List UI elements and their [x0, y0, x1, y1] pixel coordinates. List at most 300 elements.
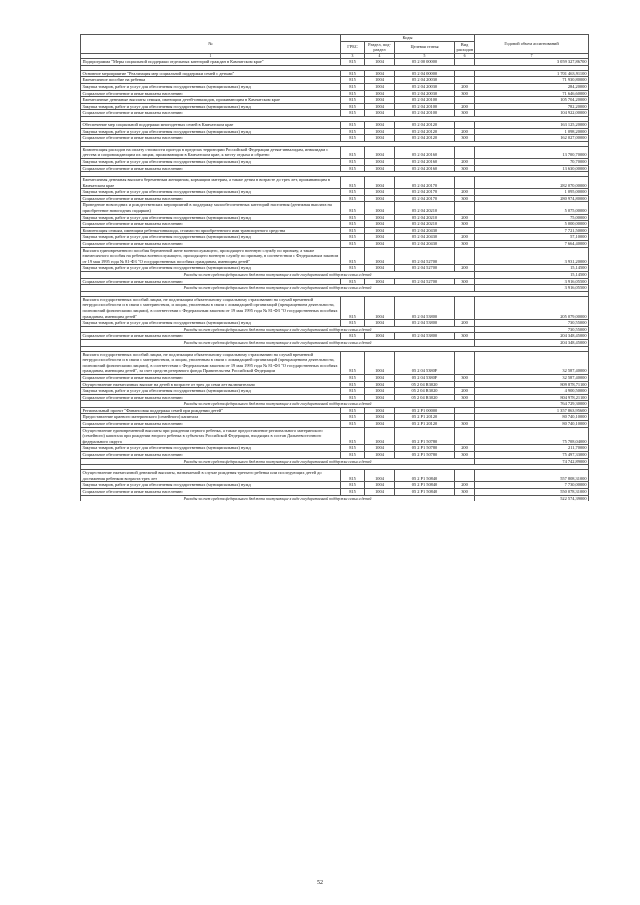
table-row — [81, 189, 589, 196]
index-cell: 3 — [341, 53, 365, 58]
row-amount: 32 587,40000 — [475, 374, 589, 381]
row-name: Проведение новогодних и рождественских мероприятий в поддержку малообеспеченных категорий населения (денежная выплата на приобретение новогодних подарков) — [81, 202, 341, 214]
row-name: Социальное обеспечение и иные выплаты населению — [81, 278, 341, 285]
row-grbs: 815 — [341, 202, 365, 214]
row-amount: 32 587,40000 — [475, 351, 589, 374]
row-expense-type: 300 — [455, 135, 475, 142]
row-expense-type — [455, 177, 475, 189]
row-grbs: 815 — [341, 189, 365, 196]
table-row — [81, 202, 589, 214]
row-grbs: 815 — [341, 265, 365, 272]
table-row — [81, 234, 589, 241]
row-amount: 557 808,31000 — [475, 470, 589, 482]
row-amount: 1 098,20000 — [475, 128, 589, 135]
index-cell: 1 — [81, 53, 341, 58]
row-name: Закупка товаров, работ и услуг для обеспечения государственных (муниципальных) нужд — [81, 103, 341, 110]
row-rzpr: 1004 — [365, 407, 395, 414]
row-rzpr: 1004 — [365, 278, 395, 285]
row-target-article: 05 2 P1 50840 — [395, 489, 455, 496]
budget-rows — [81, 59, 589, 502]
row-expense-type: 300 — [455, 165, 475, 172]
row-name: Социальное обеспечение и иные выплаты населению — [81, 110, 341, 117]
row-expense-type: 200 — [455, 388, 475, 395]
row-grbs: 815 — [341, 351, 365, 374]
table-row — [81, 146, 589, 158]
row-amount: 5 075,00000 — [475, 202, 589, 214]
row-name: Выплата государственных пособий лицам, не подлежащим обязательному социальному страхованию на случай временной нетрудоспособности и в связи с материнством, и лицам, уволенным в связи с ликвидацией организаций (прекращением деятельности, полномочий физическими лицами), в соответствии с Федеральным законом от 19 мая 1995 года № 81-ФЗ "О государственных пособиях гражданам, имеющим детей", за счет средств резервного фонда Правительства Российской Федерации — [81, 351, 341, 374]
row-rzpr: 1004 — [365, 427, 395, 445]
row-target-article: 05 2 04 20160 — [395, 158, 455, 165]
row-rzpr: 1004 — [365, 388, 395, 395]
row-name: Ежемесячные денежные выплаты семьям, имеющим детей-инвалидов, проживающим в Камчатском крае — [81, 97, 341, 104]
row-target-article: 05 2 04 00000 — [395, 70, 455, 77]
row-target-article: 05 2 04 20430 — [395, 241, 455, 248]
row-expense-type: 300 — [455, 394, 475, 401]
row-grbs: 815 — [341, 146, 365, 158]
row-target-article: 05 2 04 20030 — [395, 83, 455, 90]
row-amount: 75,00000 — [475, 214, 589, 221]
row-amount: 13 700,70000 — [475, 146, 589, 158]
row-target-article: 05 2 04 20430 — [395, 227, 455, 234]
row-rzpr: 1004 — [365, 247, 395, 265]
row-rzpr: 1004 — [365, 70, 395, 77]
note-amount: 764 729,30000 — [475, 401, 589, 408]
row-name: Социальное обеспечение и иные выплаты населению — [81, 195, 341, 202]
table-row — [81, 296, 589, 319]
page-number: 52 — [317, 880, 323, 886]
header-vr: Вид расходов — [456, 41, 474, 53]
row-rzpr: 1004 — [365, 59, 395, 66]
row-expense-type: 300 — [455, 374, 475, 381]
row-expense-type: 300 — [455, 90, 475, 97]
table-row — [81, 97, 589, 104]
row-amount: 3 059 327,86700 — [475, 59, 589, 66]
table-row — [81, 407, 589, 414]
row-grbs: 815 — [341, 394, 365, 401]
row-amount: 3 931,20000 — [475, 247, 589, 265]
row-expense-type — [455, 381, 475, 388]
row-target-article: 05 2 P1 50780 — [395, 427, 455, 445]
row-expense-type: 300 — [455, 195, 475, 202]
row-rzpr: 1004 — [365, 214, 395, 221]
table-row — [81, 177, 589, 189]
table-row — [81, 414, 589, 421]
row-target-article: 05 2 04 20170 — [395, 195, 455, 202]
row-target-article: 05 2 04 20100 — [395, 103, 455, 110]
note-text: Расходы за счет средств федерального бюджета поступающие в виде государственной поддержки семьи и детей — [81, 326, 475, 333]
row-expense-type — [455, 427, 475, 445]
federal-funds-note-row — [81, 495, 589, 501]
row-grbs: 815 — [341, 158, 365, 165]
row-name: Социальное обеспечение и иные выплаты населению — [81, 221, 341, 228]
row-name: Социальное обеспечение и иные выплаты населению — [81, 421, 341, 428]
table-row — [81, 351, 589, 374]
row-name: Социальное обеспечение и иные выплаты населению — [81, 90, 341, 97]
row-expense-type: 300 — [455, 421, 475, 428]
table-row — [81, 227, 589, 234]
row-grbs: 815 — [341, 110, 365, 117]
row-target-article: 05 2 04 20170 — [395, 177, 455, 189]
row-rzpr: 1004 — [365, 351, 395, 374]
row-target-article: 05 2 00 00000 — [395, 59, 455, 66]
row-target-article: 05 2 04 20430 — [395, 234, 455, 241]
row-name: Закупка товаров, работ и услуг для обеспечения государственных (муниципальных) нужд — [81, 214, 341, 221]
row-rzpr: 1004 — [365, 227, 395, 234]
row-name: Закупка товаров, работ и услуг для обеспечения государственных (муниципальных) нужд — [81, 445, 341, 452]
row-target-article: 05 2 04 52700 — [395, 278, 455, 285]
row-name: Закупка товаров, работ и услуг для обеспечения государственных (муниципальных) нужд — [81, 482, 341, 489]
row-amount: 1 095,00000 — [475, 189, 589, 196]
row-grbs: 815 — [341, 414, 365, 421]
row-grbs: 815 — [341, 470, 365, 482]
row-rzpr: 1004 — [365, 414, 395, 421]
header-cs: Целевая статья — [395, 41, 455, 53]
row-amount: 5 000,00000 — [475, 221, 589, 228]
row-rzpr: 1004 — [365, 177, 395, 189]
note-amount: 730,55000 — [475, 326, 589, 333]
row-name: Социальное обеспечение и иные выплаты населению — [81, 333, 341, 340]
row-target-article: 05 2 04 20030 — [395, 77, 455, 84]
row-amount: 550 078,31000 — [475, 489, 589, 496]
row-name: Подпрограмма "Меры социальной поддержки отдельных категорий граждан в Камчатском крае" — [81, 59, 341, 66]
row-expense-type — [455, 97, 475, 104]
row-expense-type: 300 — [455, 278, 475, 285]
row-target-article: 05 2 04 53800 — [395, 320, 455, 327]
row-amount: 3 916,05500 — [475, 278, 589, 285]
row-grbs: 815 — [341, 83, 365, 90]
row-grbs: 815 — [341, 177, 365, 189]
row-amount: 70,70000 — [475, 158, 589, 165]
row-expense-type: 300 — [455, 221, 475, 228]
row-rzpr: 1004 — [365, 121, 395, 128]
row-target-article: 05 2 04 20120 — [395, 135, 455, 142]
row-name: Осуществление единовременной выплаты при рождении первого ребенка, а также предоставление регионального материнского (семейного) капитала при рождении второго ребенка в субъектах Российской Федерации, входящих в состав Дальневосточного федерального округа — [81, 427, 341, 445]
row-amount: 804 978,21100 — [475, 394, 589, 401]
row-target-article: 05 2 04 20120 — [395, 121, 455, 128]
table-row — [81, 121, 589, 128]
row-grbs: 815 — [341, 296, 365, 319]
row-grbs: 815 — [341, 227, 365, 234]
table-row — [81, 421, 589, 428]
row-grbs: 815 — [341, 407, 365, 414]
note-amount: 522 574,39000 — [475, 495, 589, 501]
row-expense-type: 200 — [455, 158, 475, 165]
row-amount: 205 079,00000 — [475, 296, 589, 319]
row-rzpr: 1004 — [365, 158, 395, 165]
row-target-article: 05 2 04 52700 — [395, 265, 455, 272]
row-name: Выплата единовременного пособия беременной жене военнослужащего, проходящего военную службу по призыву, а также ежемесячного пособия на ребенка военнослужащего, проходящего военную службу по призыву, в соответствии с Федеральным законом от 19 мая 1995 года № 81-ФЗ "О государственных пособиях гражданам, имеющим детей" — [81, 247, 341, 265]
row-expense-type: 200 — [455, 83, 475, 90]
row-expense-type — [455, 202, 475, 214]
row-amount: 4 900,50000 — [475, 388, 589, 395]
row-target-article: 05 2 04 20210 — [395, 221, 455, 228]
table-row — [81, 165, 589, 172]
row-name: Основное мероприятие "Реализация мер социальной поддержки семей с детьми" — [81, 70, 341, 77]
row-amount: 211,70000 — [475, 445, 589, 452]
row-grbs: 815 — [341, 121, 365, 128]
row-grbs: 815 — [341, 247, 365, 265]
table-row — [81, 221, 589, 228]
row-amount: 730,55000 — [475, 320, 589, 327]
row-name: Социальное обеспечение и иные выплаты населению — [81, 452, 341, 459]
row-name: Закупка товаров, работ и услуг для обеспечения государственных (муниципальных) нужд — [81, 158, 341, 165]
row-amount: 204 348,45000 — [475, 333, 589, 340]
note-text: Расходы за счет средств федерального бюджета поступающие в виде государственной поддержки семьи и детей — [81, 495, 475, 501]
note-text: Расходы за счет средств федерального бюджета поступающие в виде государственной поддержки семьи и детей — [81, 272, 475, 279]
row-grbs: 815 — [341, 333, 365, 340]
federal-funds-note-row — [81, 326, 589, 333]
table-row — [81, 158, 589, 165]
row-target-article: 05 2 04 53800 — [395, 333, 455, 340]
row-name: Закупка товаров, работ и услуг для обеспечения государственных (муниципальных) нужд — [81, 234, 341, 241]
row-target-article: 05 2 04 20160 — [395, 165, 455, 172]
row-amount: 282 070,00000 — [475, 177, 589, 189]
row-amount: 7 664,40000 — [475, 241, 589, 248]
row-rzpr: 1004 — [365, 394, 395, 401]
row-amount: 1 701 463,91100 — [475, 70, 589, 77]
row-target-article: 05 2 P1 50780 — [395, 445, 455, 452]
row-amount: 80 740,10000 — [475, 421, 589, 428]
row-target-article: 05 2 04 20100 — [395, 97, 455, 104]
row-rzpr: 1004 — [365, 83, 395, 90]
note-amount: 74 742,89000 — [475, 458, 589, 465]
row-grbs: 815 — [341, 374, 365, 381]
row-rzpr: 1004 — [365, 110, 395, 117]
row-rzpr: 1004 — [365, 374, 395, 381]
row-amount: 13 630,00000 — [475, 165, 589, 172]
table-row — [81, 90, 589, 97]
row-expense-type — [455, 59, 475, 66]
header-num: № — [81, 35, 341, 54]
row-expense-type: 200 — [455, 214, 475, 221]
table-row — [81, 135, 589, 142]
row-grbs: 815 — [341, 241, 365, 248]
row-expense-type: 200 — [455, 445, 475, 452]
index-cell: 6 — [455, 53, 475, 58]
row-rzpr: 1004 — [365, 241, 395, 248]
row-name: Социальное обеспечение и иные выплаты населению — [81, 241, 341, 248]
row-rzpr: 1004 — [365, 421, 395, 428]
row-target-article: 05 2 04 20160 — [395, 146, 455, 158]
table-row — [81, 103, 589, 110]
row-name: Обеспечение мер социальной поддержки многодетных семей в Камчатском крае — [81, 121, 341, 128]
row-amount: 809 878,71100 — [475, 381, 589, 388]
row-grbs: 815 — [341, 70, 365, 77]
row-amount: 280 974,80000 — [475, 195, 589, 202]
row-expense-type: 200 — [455, 128, 475, 135]
table-row — [81, 70, 589, 77]
row-expense-type — [455, 470, 475, 482]
note-amount: 15,14500 — [475, 272, 589, 279]
row-rzpr: 1004 — [365, 320, 395, 327]
row-amount: 163 125,20000 — [475, 121, 589, 128]
row-name: Выплата государственных пособий лицам, не подлежащим обязательному социальному страхованию на случай временной нетрудоспособности и в связи с материнством, и лицам, уволенным в связи с ликвидацией организаций (прекращением деятельности, полномочий физическими лицами), в соответствии с Федеральным законом от 19 мая 1995 года № 81-ФЗ "О государственных пособиях гражданам, имеющим детей" — [81, 296, 341, 319]
row-amount: 75 708,04000 — [475, 427, 589, 445]
row-grbs: 815 — [341, 427, 365, 445]
row-grbs: 815 — [341, 195, 365, 202]
row-rzpr: 1004 — [365, 103, 395, 110]
row-name: Закупка товаров, работ и услуг для обеспечения государственных (муниципальных) нужд — [81, 320, 341, 327]
row-expense-type: 200 — [455, 265, 475, 272]
row-amount: 71 646,60000 — [475, 90, 589, 97]
row-rzpr: 1004 — [365, 97, 395, 104]
row-target-article: 05 2 04 5380F — [395, 351, 455, 374]
table-row — [81, 445, 589, 452]
row-target-article: 05 2 04 R3020 — [395, 388, 455, 395]
header-row-top — [81, 35, 589, 42]
row-rzpr: 1004 — [365, 381, 395, 388]
row-name: Закупка товаров, работ и услуг для обеспечения государственных (муниципальных) нужд — [81, 83, 341, 90]
table-row — [81, 195, 589, 202]
index-cell: 7 — [475, 53, 589, 58]
row-expense-type — [455, 227, 475, 234]
row-target-article: 05 2 04 20210 — [395, 214, 455, 221]
row-expense-type — [455, 296, 475, 319]
table-row — [81, 214, 589, 221]
row-expense-type: 300 — [455, 241, 475, 248]
row-expense-type — [455, 247, 475, 265]
row-grbs: 815 — [341, 388, 365, 395]
note-text: Расходы за счет средств федерального бюджета поступающие в виде государственной поддержки семьи и детей — [81, 401, 475, 408]
row-grbs: 815 — [341, 482, 365, 489]
table-row — [81, 247, 589, 265]
row-target-article: 05 2 04 R3020 — [395, 394, 455, 401]
row-grbs: 815 — [341, 445, 365, 452]
row-amount: 104 922,00000 — [475, 110, 589, 117]
row-name: Социальное обеспечение и иные выплаты населению — [81, 489, 341, 496]
row-rzpr: 1004 — [365, 470, 395, 482]
table-row — [81, 77, 589, 84]
row-grbs: 815 — [341, 278, 365, 285]
note-amount: 204 348,45000 — [475, 339, 589, 346]
row-target-article: 05 2 04 53800 — [395, 296, 455, 319]
row-rzpr: 1004 — [365, 265, 395, 272]
row-grbs: 815 — [341, 165, 365, 172]
row-amount: 57,10000 — [475, 234, 589, 241]
row-target-article: 05 2 P1 20120 — [395, 421, 455, 428]
row-amount: 284,20000 — [475, 83, 589, 90]
header-codes: Коды — [341, 35, 475, 42]
row-expense-type — [455, 121, 475, 128]
table-row — [81, 333, 589, 340]
row-amount: 105 704,20000 — [475, 97, 589, 104]
row-name: Социальное обеспечение и иные выплаты населению — [81, 394, 341, 401]
row-target-article: 05 2 04 20210 — [395, 202, 455, 214]
note-text: Расходы за счет средств федерального бюджета поступающие в виде государственной поддержки семьи и детей — [81, 339, 475, 346]
row-target-article: 05 2 P1 50840 — [395, 470, 455, 482]
row-grbs: 815 — [341, 234, 365, 241]
row-rzpr: 1004 — [365, 452, 395, 459]
row-amount: 782,20000 — [475, 103, 589, 110]
row-name: Ежемесячное пособие на ребенка — [81, 77, 341, 84]
table-row — [81, 241, 589, 248]
row-rzpr: 1004 — [365, 189, 395, 196]
table-row — [81, 482, 589, 489]
federal-funds-note-row — [81, 272, 589, 279]
note-amount: 3 916,05500 — [475, 285, 589, 292]
row-grbs: 815 — [341, 320, 365, 327]
row-name: Осуществление ежемесячной денежной выплаты, назначаемой в случае рождения третьего ребенка или последующих детей до достижения ребенком возраста трех лет — [81, 470, 341, 482]
row-name: Закупка товаров, работ и услуг для обеспечения государственных (муниципальных) нужд — [81, 265, 341, 272]
row-target-article: 05 2 04 20100 — [395, 110, 455, 117]
row-rzpr: 1004 — [365, 165, 395, 172]
row-expense-type: 300 — [455, 489, 475, 496]
row-expense-type — [455, 146, 475, 158]
row-rzpr: 1004 — [365, 77, 395, 84]
row-grbs: 815 — [341, 77, 365, 84]
row-rzpr: 1004 — [365, 296, 395, 319]
table-row — [81, 381, 589, 388]
row-expense-type: 200 — [455, 482, 475, 489]
row-name: Компенсация семьям, имеющим ребенка-инвалида, стоимости приобретенного ими транспортного средства — [81, 227, 341, 234]
row-target-article: 05 2 04 20030 — [395, 90, 455, 97]
table-row — [81, 427, 589, 445]
row-grbs: 815 — [341, 221, 365, 228]
note-text: Расходы за счет средств федерального бюджета поступающие в виде государственной поддержки семьи и детей — [81, 458, 475, 465]
row-grbs: 815 — [341, 421, 365, 428]
row-amount: 162 027,00000 — [475, 135, 589, 142]
row-amount: 80 740,10000 — [475, 414, 589, 421]
table-row — [81, 265, 589, 272]
row-grbs: 815 — [341, 135, 365, 142]
row-name: Ежемесячная денежная выплата беременным женщинам, кормящим матерям, а также детям в возрасте до трех лет, проживающим в Камчатском крае — [81, 177, 341, 189]
table-row — [81, 83, 589, 90]
header-grbs: ГРБС — [341, 41, 365, 53]
row-target-article: 05 2 04 R3020 — [395, 381, 455, 388]
row-name: Осуществление ежемесячных выплат на детей в возрасте от трех до семи лет включительно — [81, 381, 341, 388]
row-name: Компенсация расходов на оплату стоимости проезда в пределах территории Российской Федерации детям-инвалидам, инвалидам с детства и сопровождающим их лицам, проживающим в Камчатском крае, к месту отдыха и обратно — [81, 146, 341, 158]
note-text: Расходы за счет средств федерального бюджета поступающие в виде государственной поддержки семьи и детей — [81, 285, 475, 292]
row-amount: 1 357 863,95600 — [475, 407, 589, 414]
row-amount: 75 497,33000 — [475, 452, 589, 459]
row-rzpr: 1004 — [365, 489, 395, 496]
budget-table — [80, 34, 589, 501]
table-row — [81, 110, 589, 117]
row-target-article: 05 2 P1 20120 — [395, 414, 455, 421]
row-rzpr: 1004 — [365, 146, 395, 158]
row-grbs: 815 — [341, 452, 365, 459]
row-grbs: 815 — [341, 214, 365, 221]
row-grbs: 815 — [341, 381, 365, 388]
row-expense-type: 300 — [455, 452, 475, 459]
row-target-article: 05 2 P1 50780 — [395, 452, 455, 459]
table-row — [81, 374, 589, 381]
row-rzpr: 1004 — [365, 221, 395, 228]
row-rzpr: 1004 — [365, 482, 395, 489]
index-cell: 4 — [365, 53, 395, 58]
row-target-article: 05 2 04 20170 — [395, 189, 455, 196]
row-grbs: 815 — [341, 103, 365, 110]
table-row — [81, 278, 589, 285]
table-row — [81, 470, 589, 482]
row-grbs: 815 — [341, 128, 365, 135]
row-expense-type — [455, 351, 475, 374]
federal-funds-note-row — [81, 285, 589, 292]
row-target-article: 05 2 04 52700 — [395, 247, 455, 265]
row-rzpr: 1004 — [365, 90, 395, 97]
row-grbs: 815 — [341, 489, 365, 496]
row-amount: 71 930,80000 — [475, 77, 589, 84]
table-row — [81, 489, 589, 496]
row-amount: 15,14500 — [475, 265, 589, 272]
federal-funds-note-row — [81, 339, 589, 346]
row-expense-type — [455, 70, 475, 77]
row-expense-type — [455, 407, 475, 414]
table-row — [81, 452, 589, 459]
row-rzpr: 1004 — [365, 234, 395, 241]
row-grbs: 815 — [341, 97, 365, 104]
row-target-article: 05 2 04 20120 — [395, 128, 455, 135]
